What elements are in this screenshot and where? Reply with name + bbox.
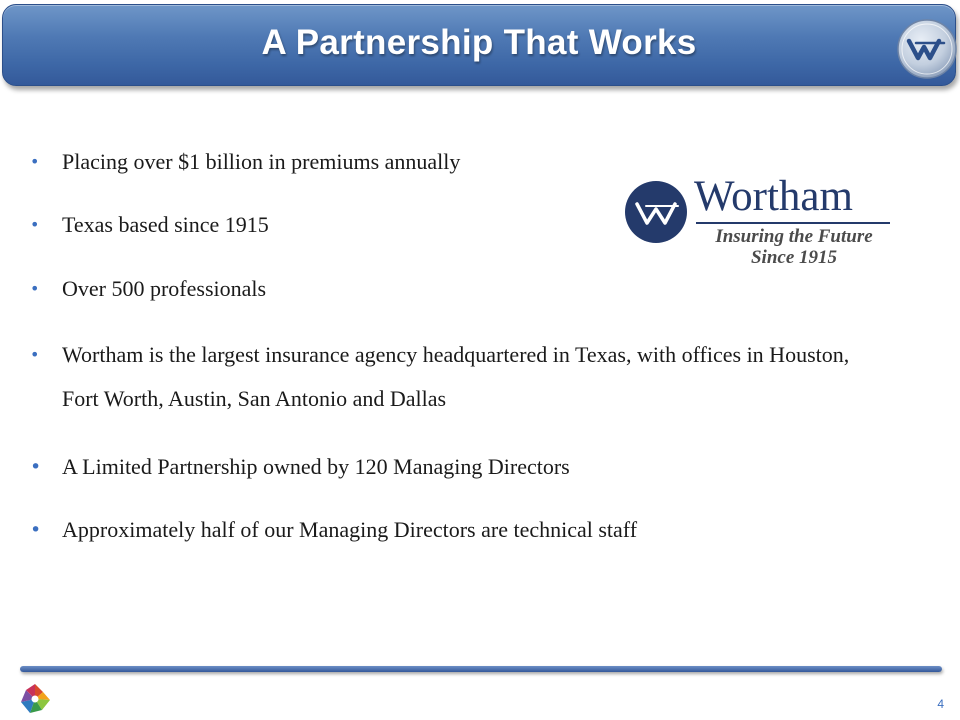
pinwheel-icon (16, 680, 54, 718)
bullet-text: Placing over $1 billion in premiums annually (62, 149, 461, 174)
bullet-text: Over 500 professionals (62, 276, 267, 301)
bullet-text: Approximately half of our Managing Directors are technical staff (62, 517, 638, 542)
bullet-marker: • (30, 279, 40, 298)
bullet-marker: • (30, 215, 40, 234)
list-item (30, 445, 870, 489)
list-item (30, 508, 870, 552)
wortham-w-emblem-icon (896, 18, 958, 80)
wortham-logo (624, 170, 894, 280)
bullet-marker: • (30, 456, 42, 478)
page-number: 4 (937, 697, 944, 711)
bullet-text: Wortham is the largest insurance agency headquartered in Texas, with offices in Houston, Fort Worth, Austin, San Antonio and Dallas (62, 342, 850, 411)
wortham-wordmark: Wortham (694, 173, 853, 220)
wortham-divider (696, 222, 890, 224)
bullet-text: A Limited Partnership owned by 120 Managing Directors (62, 454, 570, 479)
footer-divider (20, 666, 942, 672)
list-item (30, 333, 870, 421)
title-bar (2, 4, 956, 86)
wortham-tagline-line1: Insuring the Future (715, 226, 873, 247)
bullet-marker: • (30, 519, 42, 541)
bullet-text: Texas based since 1915 (62, 212, 269, 237)
wortham-tagline (694, 226, 894, 268)
wortham-tagline-line2: Since 1915 (750, 247, 838, 268)
bullet-marker: • (30, 152, 40, 171)
wortham-monogram-icon (624, 180, 688, 244)
slide-title: A Partnership That Works (261, 23, 697, 62)
bullet-marker: • (30, 345, 40, 364)
